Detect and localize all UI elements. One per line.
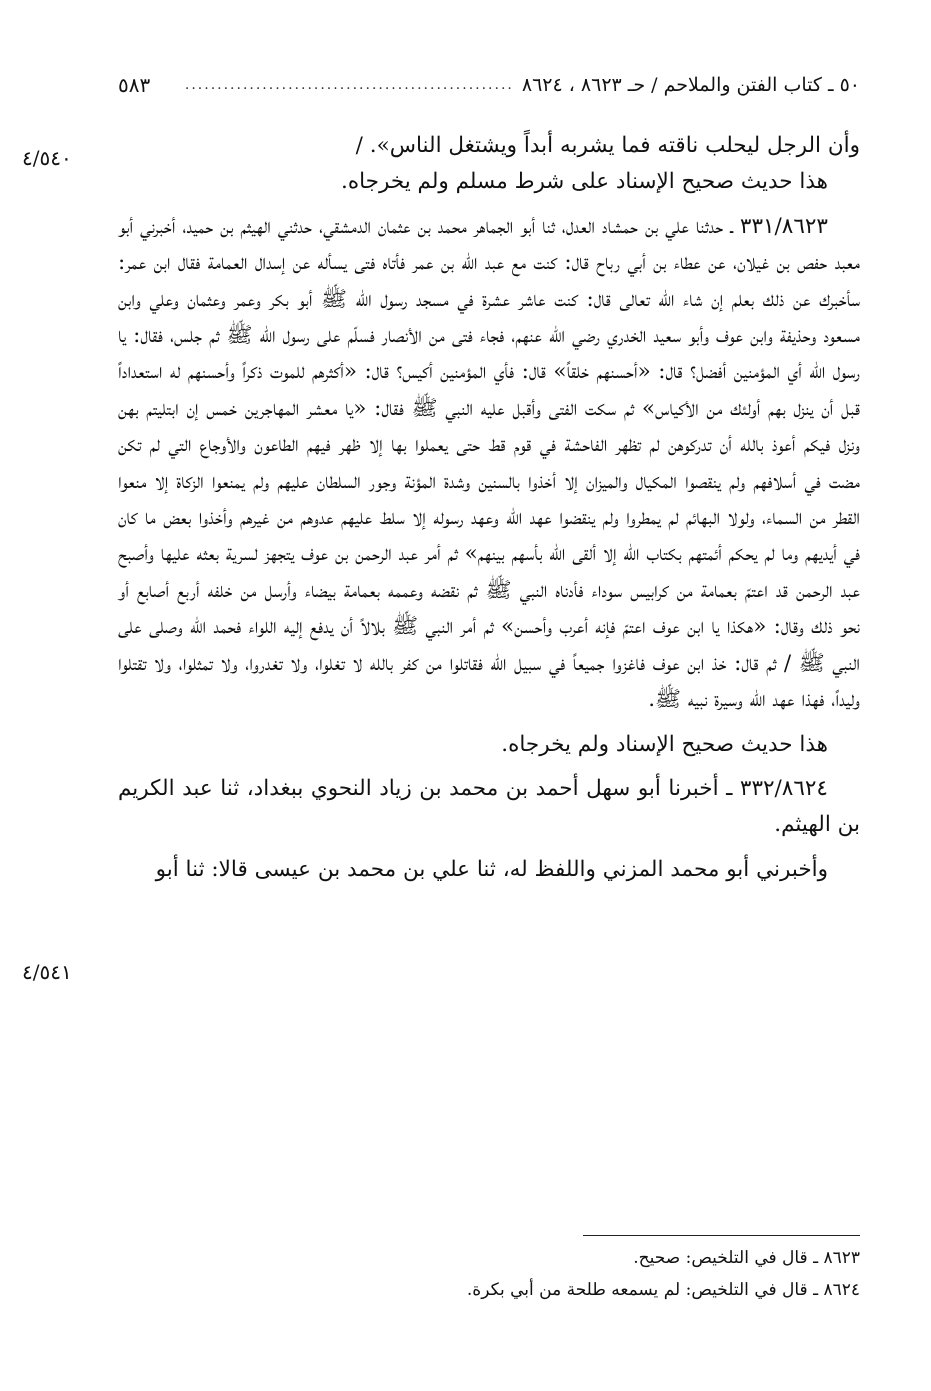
main-text <box>118 128 860 888</box>
paragraph-chain: وأخبرني أبو محمد المزني واللفظ له، ثنا علي بن محمد بن عيسى قالا: ثنا أبو <box>155 856 828 882</box>
chapter-title: ٥٠ ـ كتاب الفتن والملاحم / حـ ٨٦٢٣ ، ٨٦٢٤ <box>521 74 860 96</box>
paragraph-grading-1: هذا حديث صحيح الإسناد على شرط مسلم ولم يخرجاه. <box>341 169 828 195</box>
paragraph-hadith-8624: ٣٣٢/٨٦٢٤ ـ أخبرنا أبو سهل أحمد بن محمد بن زياد النحوي ببغداد، ثنا عبد الكريم بن الهيثم. <box>118 775 860 838</box>
footnote-2: ٨٦٢٤ ـ قال في التلخيص: لم يسمعه طلحة من أبي بكرة. <box>466 1280 860 1300</box>
page-number: ٥٨٣ <box>118 73 151 97</box>
footnotes <box>118 1242 860 1306</box>
margin-reference-2: ٤/٥٤١ <box>22 960 72 984</box>
leader-dots: ................................................... <box>184 77 514 93</box>
paragraph-grading-2: هذا حديث صحيح الإسناد ولم يخرجاه. <box>501 731 828 757</box>
footnote-divider <box>583 1235 860 1236</box>
paragraph-hadith-8623: ٣٣١/٨٦٢٣ ـ حدثنا علي بن حمشاد العدل، ثنا أبو الجماهر محمد بن عثمان الدمشقي، حدثني الهيثم بن حميد، أخبرني أبو معبد حفص بن غيلان، عن عطاء بن أبي رباح قال: كنت مع عبد الله بن عمر فأتاه فتى يسأله عن إسدال العمامة فقال ابن عمر: سأخبرك عن ذلك بعلم إن شاء الله تعالى قال: كنت عاشر عشرة في مسجد رسول الله ﷺ أبو بكر وعمر وعثمان وعلي وابن مسعود وحذيفة وابن عوف وأبو سعيد الخدري رضي الله عنهم، فجاء فتى من الأنصار فسلّم على رسول الله ﷺ ثم جلس، فقال: يا رسول الله أي المؤمنين أفضل؟ قال: «أحسنهم خلقاً» قال: فأي المؤمنين أكيس؟ قال: «أكثرهم للموت ذكراً وأحسنهم له استعداداً قبل أن ينزل بهم أولئك من الأكياس» ثم سكت الفتى وأقبل عليه النبي ﷺ فقال: «يا معشر المهاجرين خمس إن ابتليتم بهن ونزل فيكم أعوذ بالله أن تدركوهن لم تظهر الفاحشة في قوم قط حتى يعملوا بها إلا ظهر فيهم الطاعون والأوجاع التي لم تكن مضت في أسلافهم ولم ينقصوا المكيال والميزان إلا أخذوا بالسنين وشدة المؤنة وجور السلطان عليهم ولم يمنعوا الزكاة إلا منعوا القطر من السماء، ولولا البهائم لم يمطروا ولم ينقضوا عهد الله وعهد رسوله إلا سلط عليهم عدوهم من غيرهم وأخذوا بعض ما كان في أيديهم وما لم يحكم أئمتهم بكتاب الله إلا ألقى الله بأسهم بينهم» ثم أمر عبد الرحمن بن عوف يتجهز لسرية بعثه عليها وأصبح عبد الرحمن قد اعتمّ بعمامة من كرابيس سوداء فأدناه النبي ﷺ ثم نقضه وعممه بعمامة بيضاء وأرسل من خلفه أربع أصابع أو نحو ذلك وقال: «هكذا يا ابن عوف اعتمّ فإنه أعرب وأحسن» ثم أمر النبي ﷺ بلالاً أن يدفع إليه اللواء فحمد الله وصلى على النبي ﷺ / ثم قال: خذ ابن عوف فاغزوا جميعاً في سبيل الله فقاتلوا من كفر بالله لا تغلوا، ولا تغدروا، ولا تمثلوا، ولا تقتلوا وليداً، فهذا عهد الله وسيرة نبيه ﷺ. <box>118 213 860 713</box>
running-header <box>118 70 860 100</box>
margin-reference-1: ٤/٥٤٠ <box>22 146 72 170</box>
paragraph-continuation: وأن الرجل ليحلب ناقته فما يشربه أبداً ويشتغل الناس». / <box>355 133 860 158</box>
footnote-1: ٨٦٢٣ ـ قال في التلخيص: صحيح. <box>633 1248 860 1268</box>
